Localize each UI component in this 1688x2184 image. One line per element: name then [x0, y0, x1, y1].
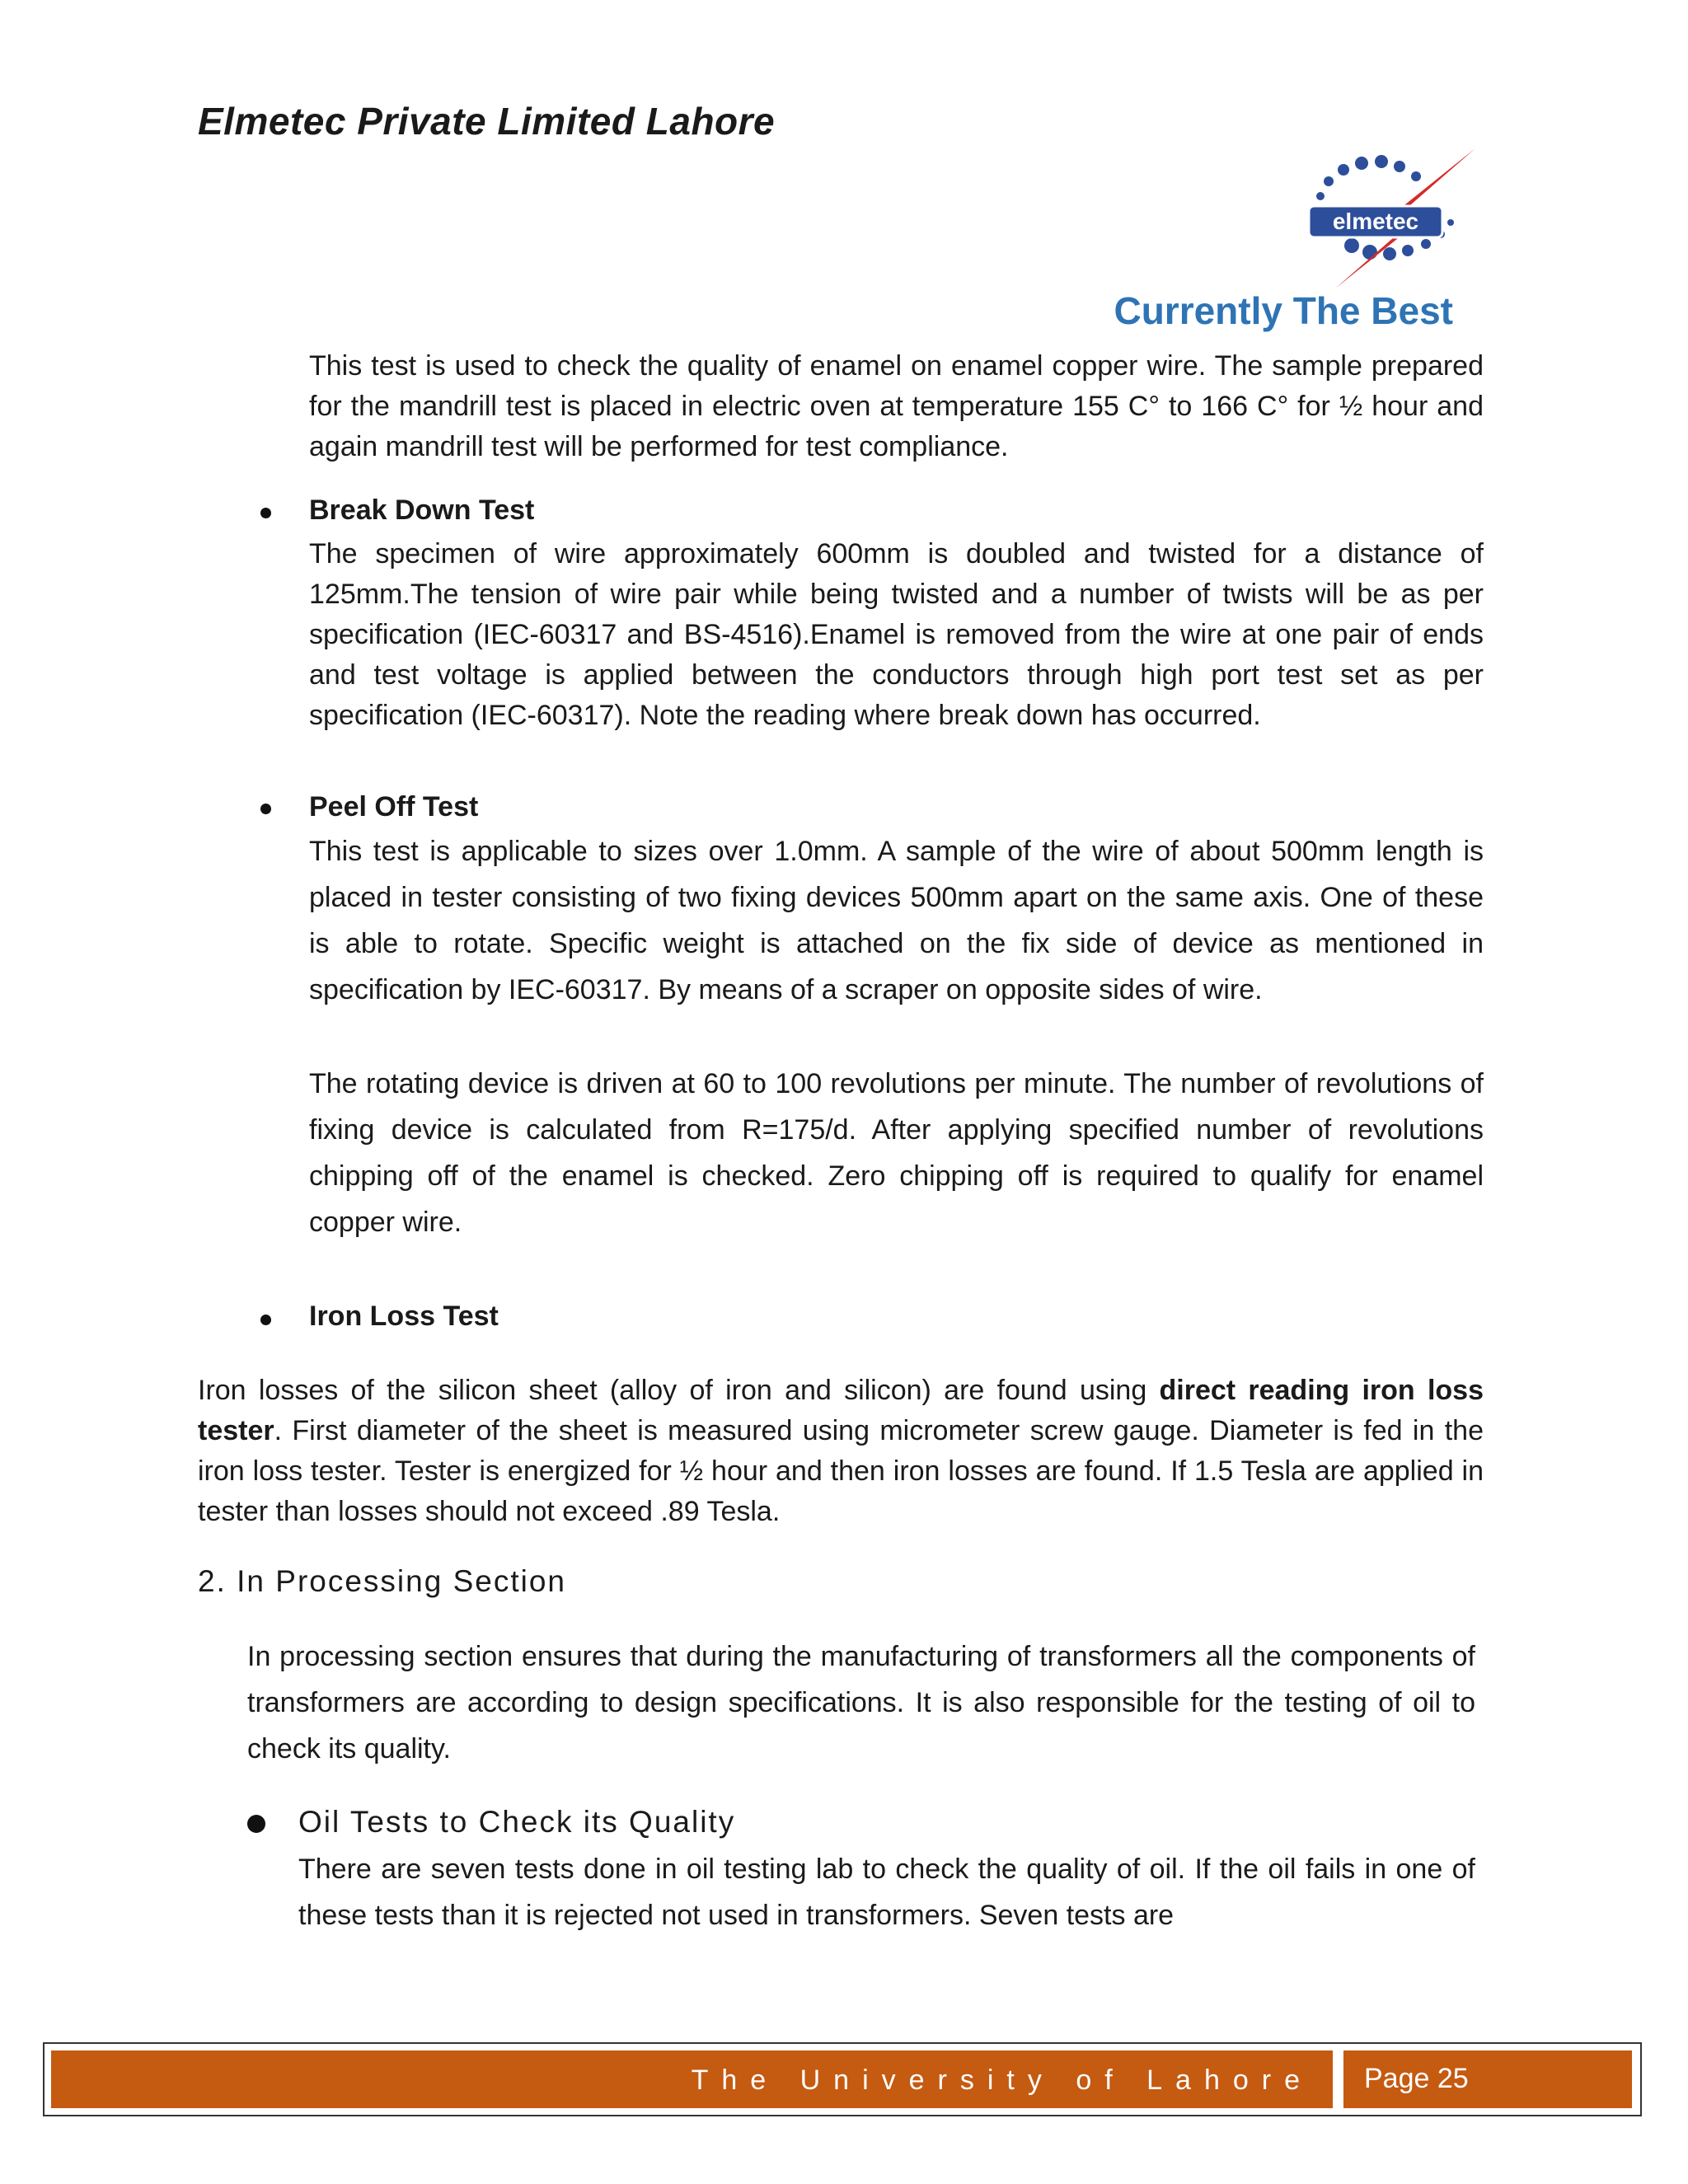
logo-dots-top — [1316, 155, 1421, 200]
bullet-dot-large — [247, 1815, 265, 1833]
elmetec-logo — [1302, 148, 1492, 288]
oil-tests-title: Oil Tests to Check its Quality — [298, 1805, 736, 1839]
iron-loss-bold-term: direct reading iron loss tester — [198, 1375, 1484, 1446]
break-down-text: The specimen of wire approximately 600mm is doubled and twisted for a distance of 125mm.The tension of wire pair while being twisted and a number of twists will be as per specification (IEC-60317 and BS-4516).Enamel is removed from the wire at one pair of ends and test voltage is applied between the conductors through high port test set as per specification (IEC-60317). Note the reading where break down has occurred. — [309, 538, 1484, 731]
bullet-dot — [260, 804, 271, 814]
peel-off-text-2: The rotating device is driven at 60 to 100 revolutions per minute. The number of revolutions of fixing device is calculated from R=175/d. After applying specified number of revolutions chipping off of the enamel is checked. Zero chipping off is required to qualify for enamel copper wire. — [309, 1068, 1484, 1238]
page-number: Page 25 — [1364, 2063, 1469, 2094]
logo-text: elmetec — [1332, 209, 1419, 234]
break-down-title: Break Down Test — [309, 494, 535, 526]
company-title: Elmetec Private Limited Lahore — [198, 100, 776, 143]
bullet-dot — [260, 508, 271, 518]
intro-paragraph: This test is used to check the quality of enamel on enamel copper wire. The sample prepared for the mandrill test is placed in electric oven at temperature 155 C° to 166 C° for ½ hour and again mandrill test will be performed for test compliance. — [309, 350, 1484, 462]
bullet-dot — [260, 1315, 271, 1325]
peel-off-title: Peel Off Test — [309, 791, 479, 823]
iron-loss-text-end: . First diameter of the sheet is measured using micrometer screw gauge. Diameter is fed in the iron loss tester. Tester is energized for ½ hour and then iron losses are found. If 1.5 Tesla are applied in tester than losses should not exceed .89 Tesla. — [198, 1415, 1484, 1527]
footer-university: The University of Lahore — [691, 2064, 1313, 2096]
section-heading: 2. In Processing Section — [198, 1564, 566, 1598]
processing-text: In processing section ensures that during the manufacturing of transformers all the components of transformers are according to design specifications. It is also responsible for the testing of oil to check its quality. — [247, 1641, 1475, 1765]
iron-loss-title: Iron Loss Test — [309, 1301, 499, 1332]
tagline: Currently The Best — [1114, 289, 1453, 332]
peel-off-text-1: This test is applicable to sizes over 1.0mm. A sample of the wire of about 500mm length is placed in tester consisting of two fixing devices 500mm apart on the same axis. One of these is able to rotate. Specific weight is attached on the fix side of device as mentioned in specification by IEC-60317. By means of a scraper on opposite sides of wire. — [309, 836, 1484, 1005]
iron-loss-text — [198, 1371, 1484, 1532]
oil-tests-text: There are seven tests done in oil testing lab to check the quality of oil. If the oil fails in one of these tests than it is rejected not used in transformers. Seven tests are — [298, 1854, 1475, 1931]
iron-loss-text-start: Iron losses of the silicon sheet (alloy of iron and silicon) are found using — [198, 1375, 1160, 1406]
